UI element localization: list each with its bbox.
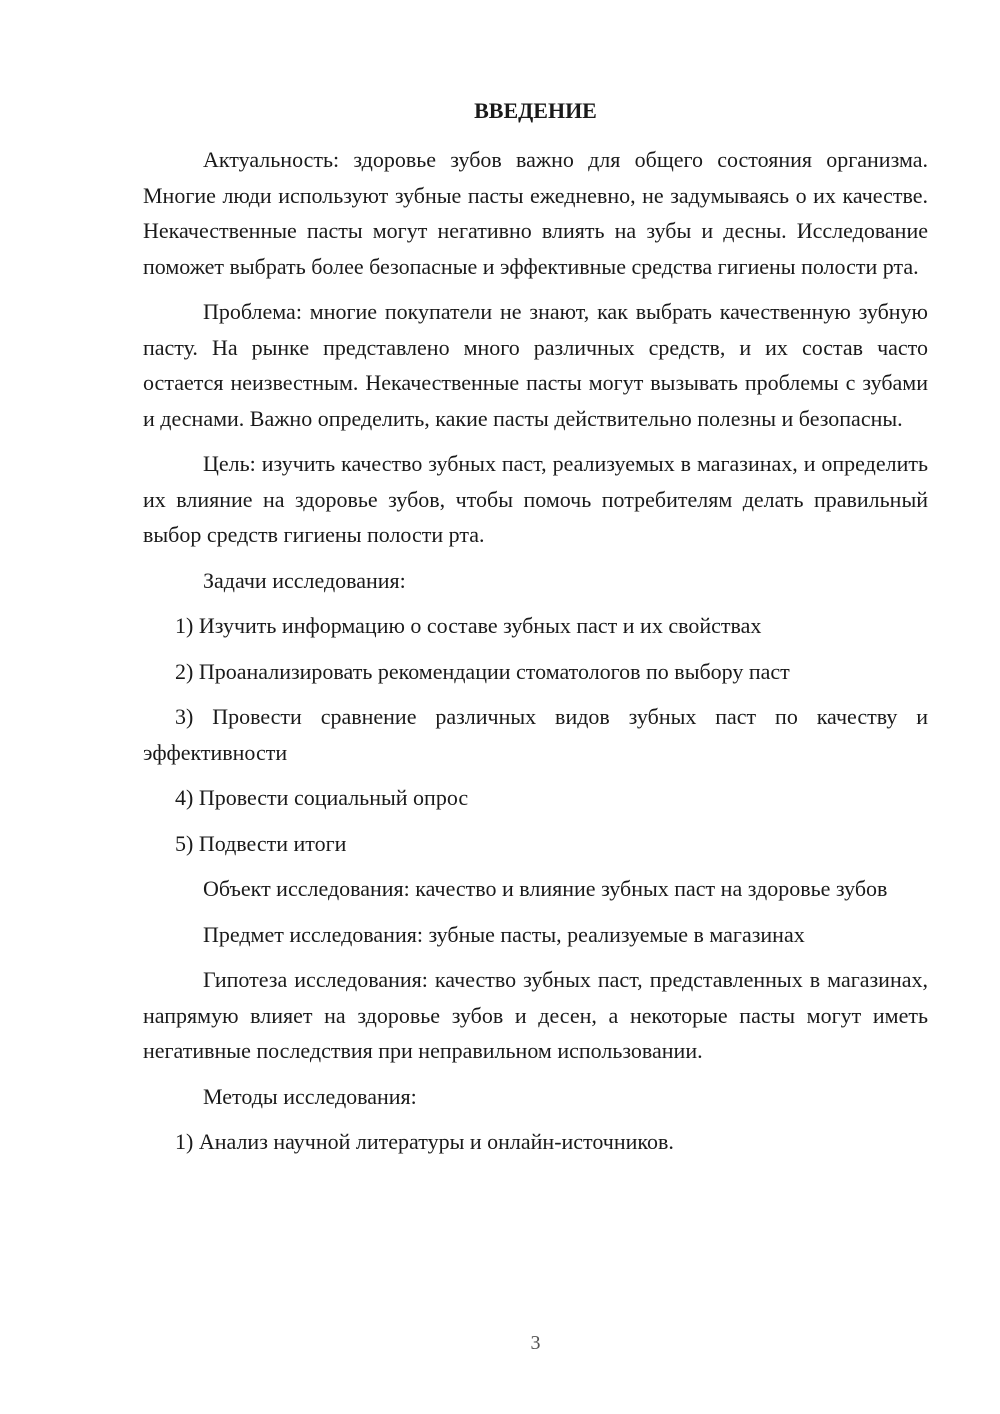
problem-paragraph: Проблема: многие покупатели не знают, как выбрать качественную зубную пасту. На рынке представлено много различных средств, и их состав часто остается неизвестным. Некачественные пасты могут вызывать проблемы с зубами и деснами. Важно определить, какие пасты действительно полезны и безопасны.: [143, 299, 928, 431]
document-page: [143, 0, 928, 1414]
task-item: 1) Изучить информацию о составе зубных паст и их свойствах: [175, 613, 762, 638]
task-item: 5) Подвести итоги: [175, 830, 347, 856]
object-paragraph: Объект исследования: качество и влияние зубных паст на здоровье зубов: [203, 876, 888, 901]
hypothesis-paragraph: Гипотеза исследования: качество зубных паст, представленных в магазинах, напрямую влияет на здоровье зубов и десен, а некоторые пасты могут иметь негативные последствия при неправильном использовании.: [143, 967, 928, 1063]
subject-paragraph: Предмет исследования: зубные пасты, реализуемые в магазинах: [203, 921, 805, 947]
section-heading: ВВЕДЕНИЕ: [474, 98, 597, 123]
task-item: 2) Проанализировать рекомендации стоматологов по выбору паст: [175, 658, 790, 684]
goal-paragraph: Цель: изучить качество зубных паст, реализуемых в магазинах, и определить их влияние на здоровье зубов, чтобы помочь потребителям делать правильный выбор средств гигиены полости рта.: [143, 451, 928, 547]
tasks-heading: Задачи исследования:: [203, 567, 406, 593]
methods-heading: Методы исследования:: [203, 1083, 417, 1109]
method-item: 1) Анализ научной литературы и онлайн-источников.: [175, 1129, 674, 1154]
page-number: 3: [530, 1332, 541, 1354]
relevance-paragraph: Актуальность: здоровье зубов важно для общего состояния организма. Многие люди используют зубные пасты ежедневно, не задумываясь о их качестве. Некачественные пасты могут негативно влиять на зубы и десны. Исследование поможет выбрать более безопасные и эффективные средства гигиены полости рта.: [143, 147, 928, 279]
task-item: 3) Провести сравнение различных видов зубных паст по качеству и эффективности: [143, 704, 928, 765]
document-body: [143, 142, 928, 1160]
task-item: 4) Провести социальный опрос: [175, 785, 469, 810]
